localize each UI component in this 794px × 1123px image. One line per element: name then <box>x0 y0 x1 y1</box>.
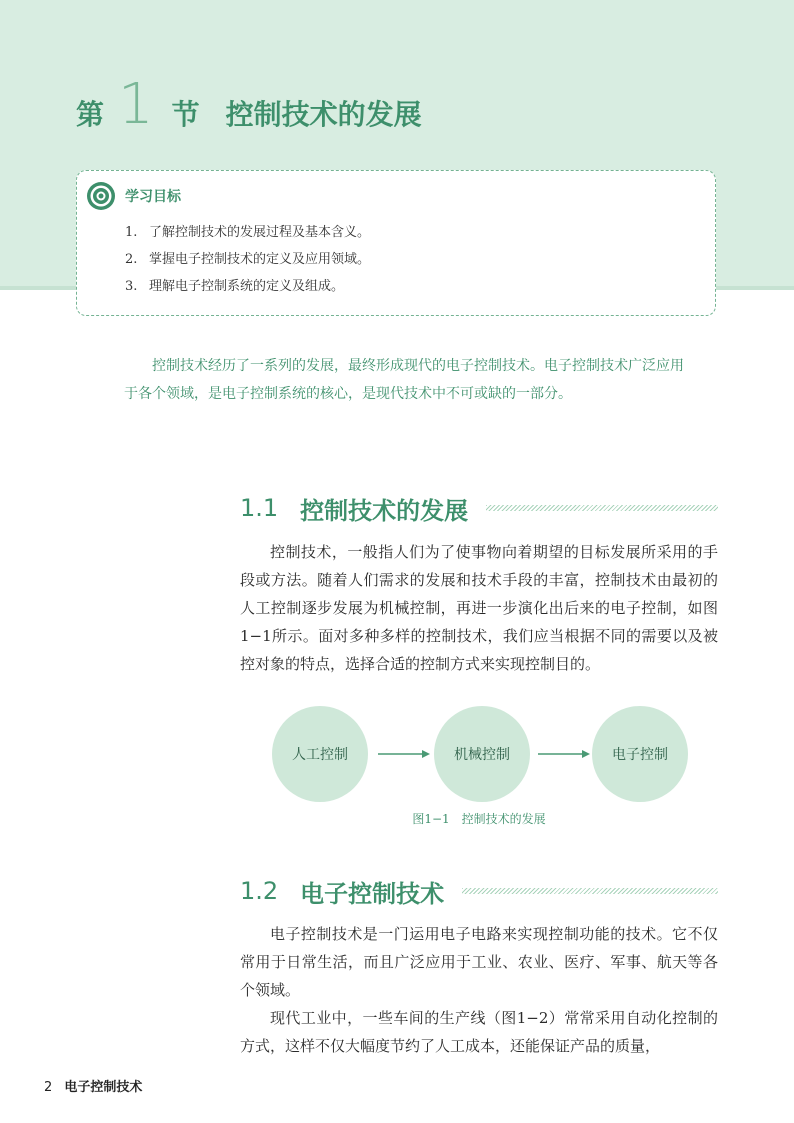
chapter-intro <box>124 352 684 408</box>
chapter-title <box>76 72 422 148</box>
target-icon <box>86 181 116 211</box>
section-1-2-heading <box>240 871 718 911</box>
arrow-icon <box>378 748 430 760</box>
chapter-suffix: 节 <box>171 98 200 131</box>
chapter-number: 1 <box>118 72 154 137</box>
objective-item <box>125 277 370 304</box>
chapter-prefix: 第 <box>76 98 105 131</box>
node-mechanical-control: 机械控制 <box>434 706 530 802</box>
node-electronic-control: 电子控制 <box>592 706 688 802</box>
learning-objectives-box <box>76 170 716 316</box>
objective-number: 1. <box>125 225 138 240</box>
arrow-icon <box>538 748 590 760</box>
section-1-1-heading <box>240 488 718 528</box>
chapter-heading: 控制技术的发展 <box>225 98 422 131</box>
book-title: 电子控制技术 <box>64 1080 143 1095</box>
page-footer <box>44 1076 142 1095</box>
objective-item <box>125 223 370 250</box>
objectives-list <box>125 223 370 304</box>
body-paragraph: 控制技术，一般指人们为了使事物向着期望的目标发展所采用的手段或方法。随着人们需求的发展和技术手段的丰富，控制技术由最初的人工控制逐步发展为机械控制，再进一步演化出后来的电子控制，如图1−1所示。面对多种多样的控制技术，我们应当根据不同的需要以及被控对象的特点，选择合适的控制方式来实现控制目的。 <box>240 543 718 673</box>
control-evolution-diagram <box>272 706 692 802</box>
objective-number: 3. <box>125 279 138 294</box>
section-1-1-body <box>240 538 718 678</box>
objective-text: 理解电子控制系统的定义及组成。 <box>149 279 345 294</box>
objective-text: 掌握电子控制技术的定义及应用领域。 <box>149 252 371 267</box>
body-paragraph: 现代工业中，一些车间的生产线（图1−2）常常采用自动化控制的方式，这样不仅大幅度节约了人工成本，还能保证产品的质量， <box>240 1009 718 1055</box>
section-rule <box>462 888 718 894</box>
objective-item <box>125 250 370 277</box>
objectives-heading: 学习目标 <box>125 189 181 205</box>
objective-number: 2. <box>125 252 138 267</box>
figure-caption: 图1−1 控制技术的发展 <box>412 812 546 826</box>
section-rule <box>486 505 718 511</box>
page-number: 2 <box>44 1080 53 1095</box>
section-1-2-body <box>240 920 718 1060</box>
section-number: 1.1 <box>240 494 279 522</box>
body-paragraph: 电子控制技术是一门运用电子电路来实现控制功能的技术。它不仅常用于日常生活，而且广泛应用于工业、农业、医疗、军事、航天等各个领域。 <box>240 925 718 999</box>
section-title: 控制技术的发展 <box>300 496 469 525</box>
section-title: 电子控制技术 <box>300 879 445 908</box>
node-manual-control: 人工控制 <box>272 706 368 802</box>
section-number: 1.2 <box>240 877 279 905</box>
objective-text: 了解控制技术的发展过程及基本含义。 <box>149 225 371 240</box>
intro-paragraph: 控制技术经历了一系列的发展，最终形成现代的电子控制技术。电子控制技术广泛应用于各个领域，是电子控制系统的核心，是现代技术中不可或缺的一部分。 <box>124 358 684 402</box>
